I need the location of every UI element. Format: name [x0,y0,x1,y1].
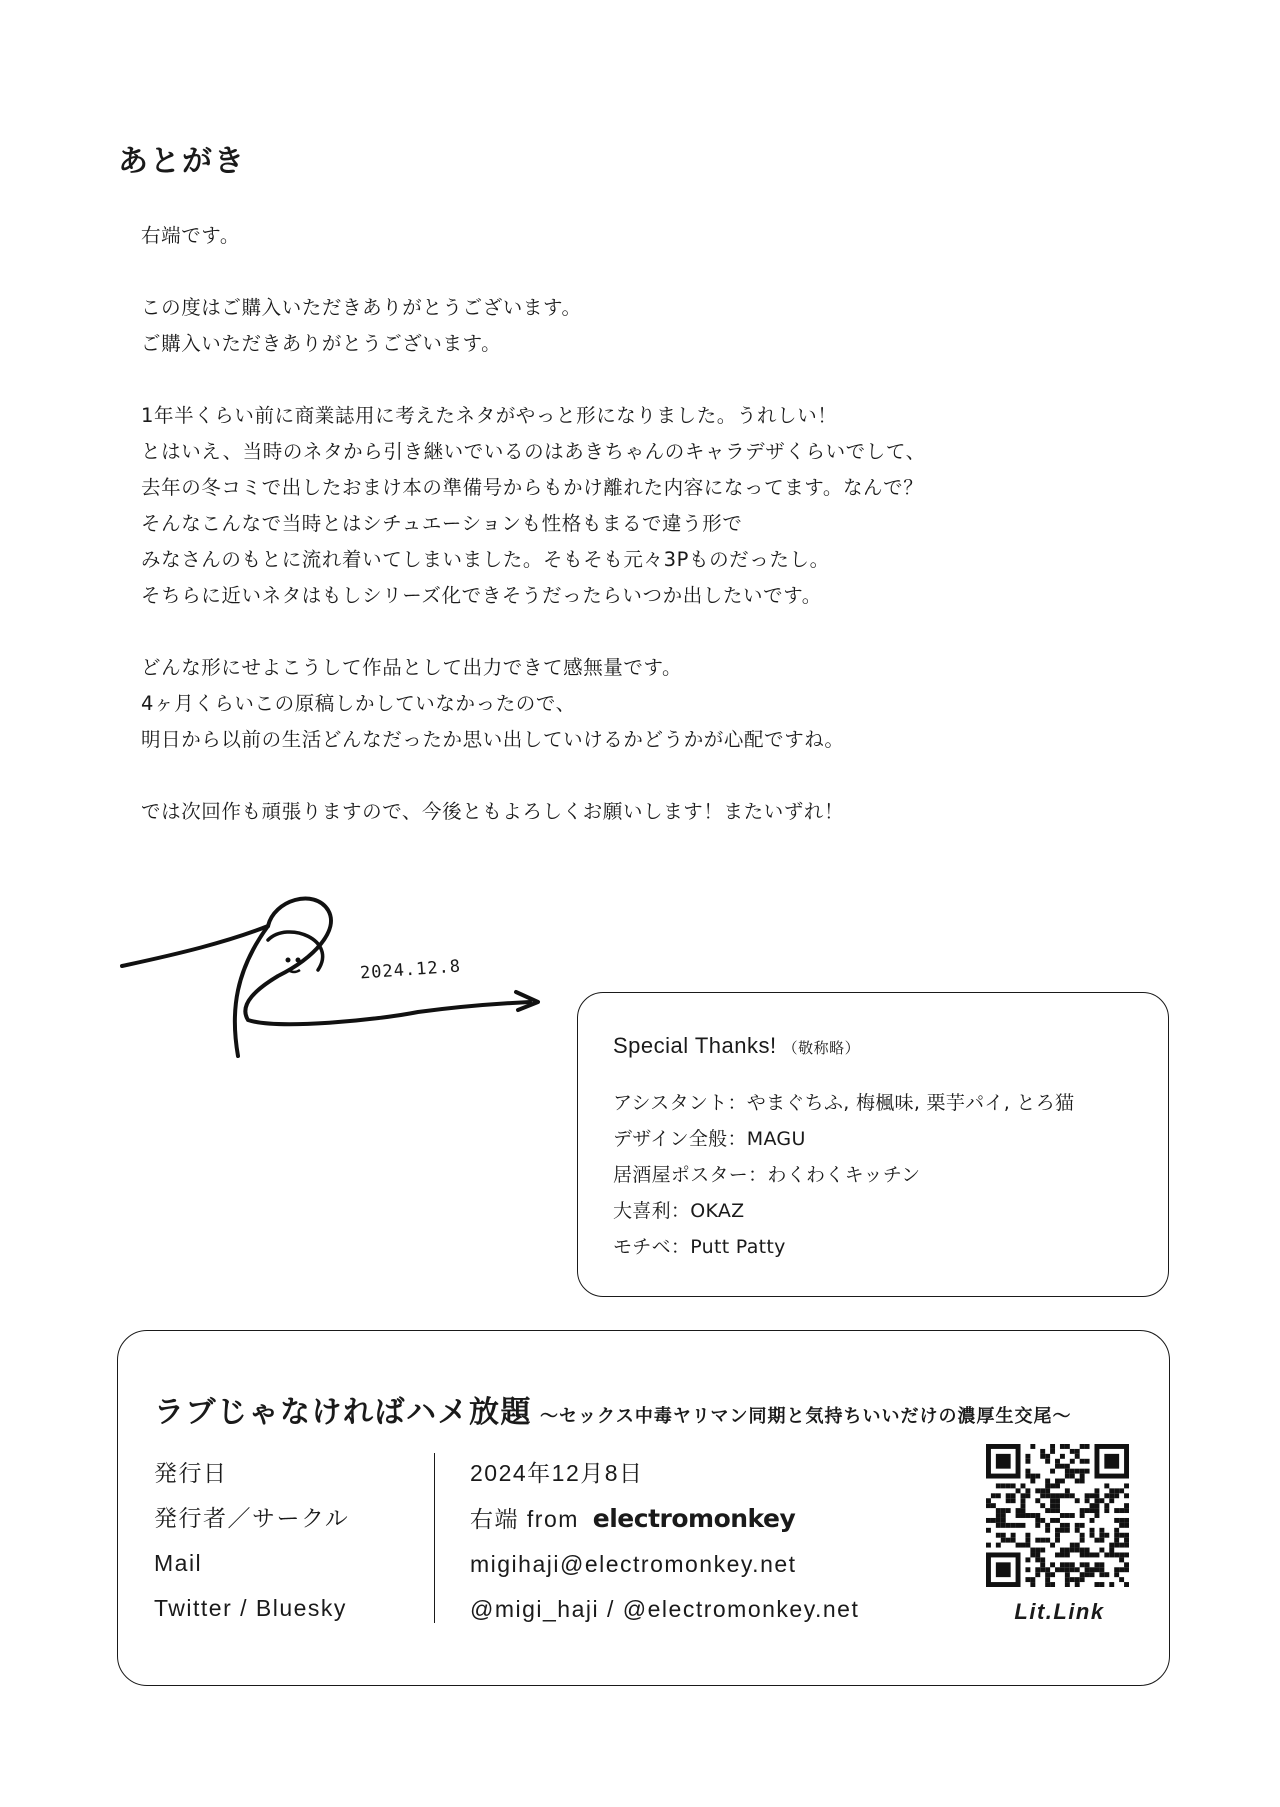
paragraph [141,218,1201,254]
thanks-item: 大喜利：OKAZ [613,1200,745,1222]
handwritten-signature [118,880,548,1060]
paragraph [141,398,1201,614]
thanks-list [613,1085,1074,1265]
signature-date: 2024.12.8 [359,956,462,984]
paragraph-line: 1年半くらい前に商業誌用に考えたネタがやっと形になりました。うれしい！ [141,404,838,427]
paragraph [141,794,1201,830]
paragraph-line: とはいえ、当時のネタから引き継いでいるのはあきちゃんのキャラデザくらいでして、 [141,440,926,463]
paragraph-line: みなさんのもとに流れ着いてしまいました。そもそも元々3Pものだったし。 [141,548,830,571]
book-title-main: ラブじゃなければハメ放題 [154,1395,532,1430]
colophon-label: 発行者／サークル [154,1505,350,1531]
colophon-label: Mail [154,1550,203,1576]
paragraph-line: この度はご購入いただきありがとうございます。 [141,296,582,319]
book-title-sub: 〜セックス中毒ヤリマン同期と気持ちいいだけの濃厚生交尾〜 [540,1406,1072,1427]
paragraph-line: 4ヶ月くらいこの原稿しかしていなかったので、 [141,692,576,715]
paragraph-line: では次回作も頑張りますので、今後ともよろしくお願いします！またいずれ！ [141,800,845,823]
publish-date: 2024年12月8日 [470,1460,644,1486]
paragraph-line: ご購入いただきありがとうございます。 [141,332,502,355]
thanks-item: アシスタント：やまぐちふ, 梅楓味, 栗芋パイ, とろ猫 [613,1092,1075,1114]
colophon-label: Twitter / Bluesky [154,1595,347,1621]
paragraph [141,650,1201,758]
thanks-heading [613,1033,860,1059]
paragraph-line: そんなこんなで当時とはシチュエーションも性格もまるで違う形で [141,512,743,535]
thanks-item: モチベ：Putt Patty [613,1236,786,1258]
special-thanks-box [577,992,1169,1297]
social-handles[interactable]: @migi_haji / @electromonkey.net [470,1596,860,1622]
publisher-name: 右端 from [470,1506,579,1532]
colophon-box [117,1330,1170,1686]
afterword-body [141,218,1201,866]
thanks-item: 居酒屋ポスター：わくわくキッチン [613,1164,921,1186]
paragraph-line: 右端です。 [141,224,240,247]
colophon-divider [434,1453,435,1623]
paragraph-line: 去年の冬コミで出したおまけ本の準備号からもかけ離れた内容になってます。なんで？ [141,476,924,499]
paragraph-line: 明日から以前の生活どんなだったか思い出していけるかどうかが心配ですね。 [141,728,845,751]
electromonkey-logo: electromonkey [592,1504,796,1533]
thanks-item: デザイン全般：MAGU [613,1128,806,1150]
publisher [470,1496,859,1542]
colophon-labels [154,1451,349,1631]
page-title: あとがき [118,144,246,179]
colophon-label: 発行日 [154,1460,228,1486]
book-title [154,1387,1071,1431]
paragraph-line: そちらに近いネタはもしシリーズ化できそうだったらいつか出したいです。 [141,584,822,607]
paragraph [141,290,1201,362]
thanks-title: Special Thanks! [613,1033,777,1058]
thanks-note: （敬称略） [782,1040,861,1057]
qr-label: Lit.Link [1014,1599,1105,1624]
colophon-values [470,1451,859,1632]
qr-code-icon[interactable] [986,1444,1129,1587]
mail-address[interactable]: migihaji@electromonkey.net [470,1551,797,1577]
paragraph-line: どんな形にせよこうして作品として出力できて感無量です。 [141,656,683,679]
